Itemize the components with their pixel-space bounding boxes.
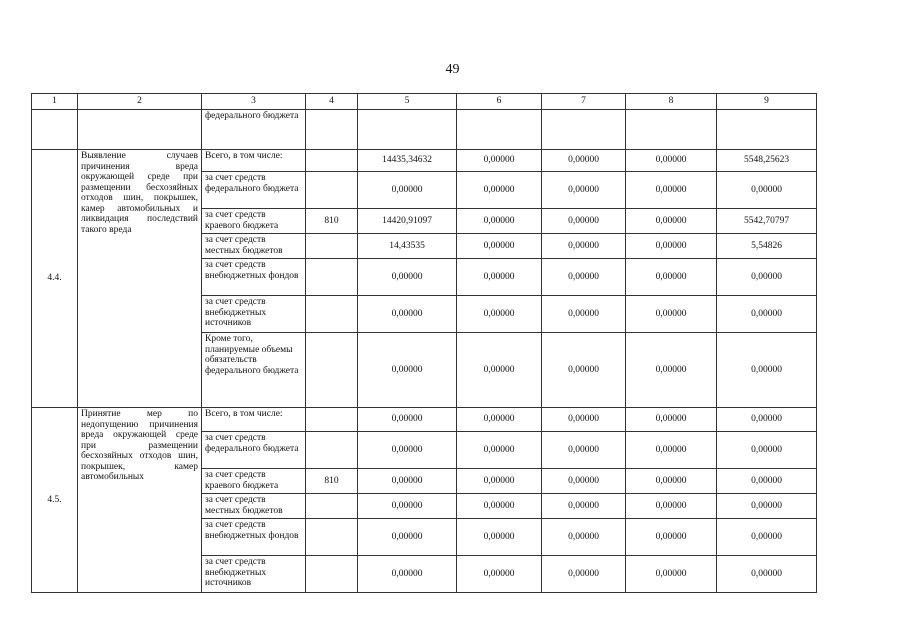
- funding-source-cell: за счет средств краевого бюджета: [202, 469, 306, 494]
- section-description: Выявление случаев причинения вреда окружающей среде при размещении бесхозяйных отходов шин, покрышек, камер автомобильных и ликвидация последствий такого вреда: [78, 150, 202, 408]
- value-cell: 14,43535: [358, 234, 457, 259]
- value-cell: 0,00000: [542, 234, 626, 259]
- value-cell: 5542,70797: [717, 209, 817, 234]
- funding-source-cell: за счет средств внебюджетных фондов: [202, 519, 306, 556]
- code-cell: [306, 296, 358, 333]
- value-cell: 0,00000: [717, 519, 817, 556]
- value-cell: 14420,91097: [358, 209, 457, 234]
- header-cell: 8: [626, 94, 717, 110]
- header-row: [32, 94, 817, 110]
- value-cell: 0,00000: [542, 172, 626, 209]
- value-cell: [358, 110, 457, 150]
- value-cell: 0,00000: [626, 519, 717, 556]
- funding-source-cell: за счет средств внебюджетных источников: [202, 296, 306, 333]
- description-cell: [78, 110, 202, 150]
- value-cell: 0,00000: [457, 469, 542, 494]
- value-cell: 0,00000: [626, 408, 717, 432]
- value-cell: 0,00000: [542, 333, 626, 408]
- value-cell: 0,00000: [457, 494, 542, 519]
- table-row: [32, 408, 817, 432]
- value-cell: 0,00000: [717, 259, 817, 296]
- funding-source-cell: за счет средств федерального бюджета: [202, 432, 306, 469]
- value-cell: 0,00000: [626, 556, 717, 593]
- continuation-row: [32, 110, 817, 150]
- value-cell: 0,00000: [717, 172, 817, 209]
- value-cell: 0,00000: [457, 209, 542, 234]
- value-cell: 0,00000: [358, 494, 457, 519]
- value-cell: 0,00000: [626, 432, 717, 469]
- value-cell: 0,00000: [457, 432, 542, 469]
- header-cell: 3: [202, 94, 306, 110]
- budget-table: [31, 93, 817, 593]
- value-cell: 14435,34632: [358, 150, 457, 172]
- value-cell: 0,00000: [626, 296, 717, 333]
- value-cell: 0,00000: [626, 150, 717, 172]
- funding-source-cell: Кроме того, планируемые объемы обязательств федерального бюджета: [202, 333, 306, 408]
- value-cell: 0,00000: [457, 172, 542, 209]
- value-cell: [457, 110, 542, 150]
- funding-source-cell: за счет средств краевого бюджета: [202, 209, 306, 234]
- value-cell: 0,00000: [542, 209, 626, 234]
- funding-source-cell: за счет средств внебюджетных фондов: [202, 259, 306, 296]
- value-cell: 0,00000: [542, 150, 626, 172]
- value-cell: 0,00000: [542, 296, 626, 333]
- value-cell: 0,00000: [542, 519, 626, 556]
- header-cell: 6: [457, 94, 542, 110]
- header-cell: 1: [32, 94, 78, 110]
- funding-source-cell: за счет средств местных бюджетов: [202, 494, 306, 519]
- value-cell: 0,00000: [717, 296, 817, 333]
- value-cell: 0,00000: [358, 408, 457, 432]
- value-cell: 0,00000: [358, 296, 457, 333]
- funding-source-cell: за счет средств федерального бюджета: [202, 172, 306, 209]
- value-cell: 5548,25623: [717, 150, 817, 172]
- value-cell: 0,00000: [358, 172, 457, 209]
- value-cell: 0,00000: [457, 519, 542, 556]
- value-cell: 0,00000: [457, 296, 542, 333]
- value-cell: 0,00000: [457, 150, 542, 172]
- header-cell: 2: [78, 94, 202, 110]
- value-cell: 0,00000: [626, 259, 717, 296]
- value-cell: 0,00000: [542, 556, 626, 593]
- value-cell: 0,00000: [358, 469, 457, 494]
- value-cell: [542, 110, 626, 150]
- value-cell: 0,00000: [626, 234, 717, 259]
- value-cell: 5,54826: [717, 234, 817, 259]
- code-cell: [306, 234, 358, 259]
- value-cell: 0,00000: [542, 469, 626, 494]
- value-cell: 0,00000: [542, 408, 626, 432]
- header-cell: 7: [542, 94, 626, 110]
- value-cell: 0,00000: [717, 432, 817, 469]
- value-cell: 0,00000: [457, 333, 542, 408]
- code-cell: [306, 150, 358, 172]
- value-cell: 0,00000: [717, 469, 817, 494]
- code-cell: [306, 408, 358, 432]
- code-cell: [306, 494, 358, 519]
- funding-source-cell: Всего, в том числе:: [202, 408, 306, 432]
- value-cell: 0,00000: [542, 494, 626, 519]
- value-cell: 0,00000: [626, 469, 717, 494]
- value-cell: 0,00000: [542, 259, 626, 296]
- value-cell: 0,00000: [457, 408, 542, 432]
- code-cell: [306, 333, 358, 408]
- funding-source-cell: за счет средств местных бюджетов: [202, 234, 306, 259]
- section-index: 4.4.: [32, 150, 78, 408]
- code-cell: [306, 519, 358, 556]
- funding-source-cell: Всего, в том числе:: [202, 150, 306, 172]
- value-cell: 0,00000: [358, 556, 457, 593]
- value-cell: [626, 110, 717, 150]
- section-description: Принятие мер по недопущению причинения вреда окружающей среде при размещении бесхозяйных отходов шин, покрышек, камер автомобильных: [78, 408, 202, 593]
- code-cell: [306, 172, 358, 209]
- value-cell: 0,00000: [717, 494, 817, 519]
- code-cell: [306, 556, 358, 593]
- table-row: [32, 150, 817, 172]
- value-cell: [717, 110, 817, 150]
- value-cell: 0,00000: [542, 432, 626, 469]
- value-cell: 0,00000: [626, 209, 717, 234]
- funding-source-cell: за счет средств внебюджетных источников: [202, 556, 306, 593]
- code-cell: [306, 259, 358, 296]
- funding-source-cell: федерального бюджета: [202, 110, 306, 150]
- value-cell: 0,00000: [358, 519, 457, 556]
- header-cell: 5: [358, 94, 457, 110]
- value-cell: 0,00000: [457, 556, 542, 593]
- value-cell: 0,00000: [358, 432, 457, 469]
- value-cell: 0,00000: [457, 259, 542, 296]
- header-cell: 9: [717, 94, 817, 110]
- value-cell: 0,00000: [457, 234, 542, 259]
- section-index: 4.5.: [32, 408, 78, 593]
- value-cell: 0,00000: [717, 408, 817, 432]
- value-cell: 0,00000: [717, 556, 817, 593]
- header-cell: 4: [306, 94, 358, 110]
- page-number: 49: [445, 62, 460, 77]
- code-cell: 810: [306, 469, 358, 494]
- value-cell: 0,00000: [626, 494, 717, 519]
- value-cell: 0,00000: [717, 333, 817, 408]
- value-cell: 0,00000: [358, 333, 457, 408]
- code-cell: [306, 110, 358, 150]
- code-cell: 810: [306, 209, 358, 234]
- value-cell: 0,00000: [626, 333, 717, 408]
- index-cell: [32, 110, 78, 150]
- value-cell: 0,00000: [626, 172, 717, 209]
- code-cell: [306, 432, 358, 469]
- value-cell: 0,00000: [358, 259, 457, 296]
